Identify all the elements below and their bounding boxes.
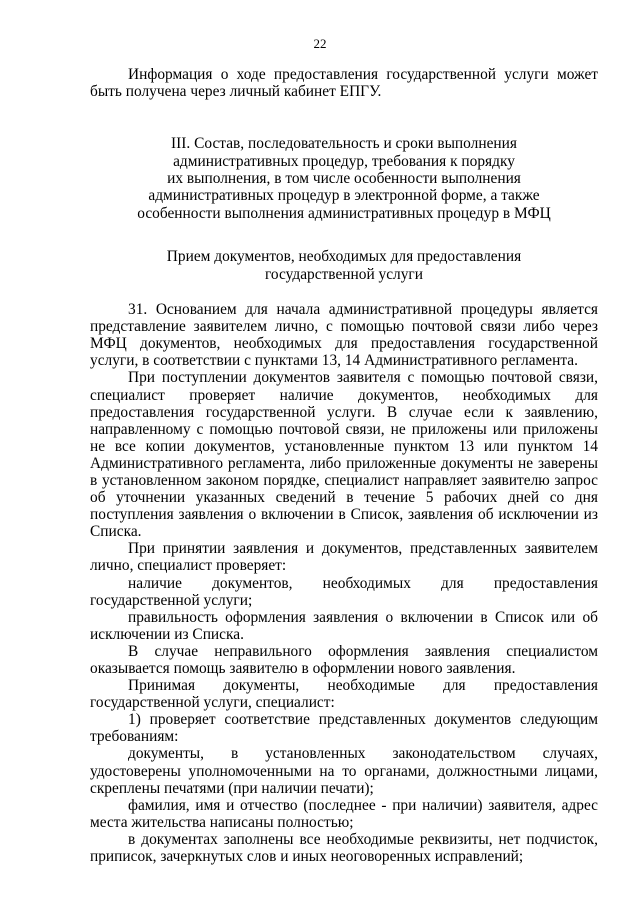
paragraph-certified-documents: документы, в установленных законодательством случаях, удостоверены уполномоченными на то органами, должностными лицами, скреплены печатями (при наличии печати); xyxy=(90,745,598,797)
paragraph-full-name-address: фамилия, имя и отчество (последнее - при наличии) заявителя, адрес места жительства написаны полностью; xyxy=(90,796,598,831)
paragraph-documents-presence: наличие документов, необходимых для предоставления государственной услуги; xyxy=(90,574,598,609)
paragraph-incorrect-application: В случае неправильного оформления заявления специалистом оказывается помощь заявителю в оформлении нового заявления. xyxy=(90,642,598,677)
subsection-title: Прием документов, необходимых для предоставления государственной услуги xyxy=(166,248,522,283)
paragraph-postal-receipt: При поступлении документов заявителя с помощью почтовой связи, специалист проверяет наличие документов, необходимых для предоставления государственной услуги. В случае если к заявлению, направленному с помощью почтовой связи, не приложены или приложены не все копии документов, установленные пунктом 13 или пунктом 14 Административного регламента, либо приложенные документы не заверены в установленном законом порядке, специалист направляет заявителю запрос об уточнении указанных сведений в течение 5 рабочих дней со дня поступления заявления о включении в Список, заявления об исключении из Списка. xyxy=(90,369,598,541)
paragraph-requisites: в документах заполнены все необходимые реквизиты, нет подчисток, приписок, зачеркнутых слов и иных неоговоренных исправлений; xyxy=(90,830,598,866)
section-title: III. Состав, последовательность и сроки выполнения административных процедур, требования к порядку их выполнения, в том числе особенности выполнения административных процедур в электронной форме, а также особенности выполнения административных процедур в МФЦ xyxy=(137,135,551,222)
intro-paragraph: Информация о ходе предоставления государственной услуги может быть получена через личный кабинет ЕПГУ. xyxy=(90,66,598,101)
paragraph-item-1: 1) проверяет соответствие представленных документов следующим требованиям: xyxy=(90,711,598,746)
paragraph-accepting-documents: Принимая документы, необходимые для предоставления государственной услуги, специалист: xyxy=(90,677,598,712)
page-number: 22 xyxy=(313,36,327,51)
paragraph-in-person-check: При принятии заявления и документов, представленных заявителем лично, специалист проверяет: xyxy=(90,540,598,575)
paragraph-application-correctness: правильность оформления заявления о включении в Список или об исключении из Списка. xyxy=(90,608,598,643)
document-body xyxy=(90,66,598,865)
paragraph-31: 31. Основанием для начала административной процедуры является представление заявителем лично, с помощью почтовой связи либо через МФЦ документов, необходимых для предоставления государственной услуги, в соответствии с пунктами 13, 14 Административного регламента. xyxy=(90,301,598,370)
